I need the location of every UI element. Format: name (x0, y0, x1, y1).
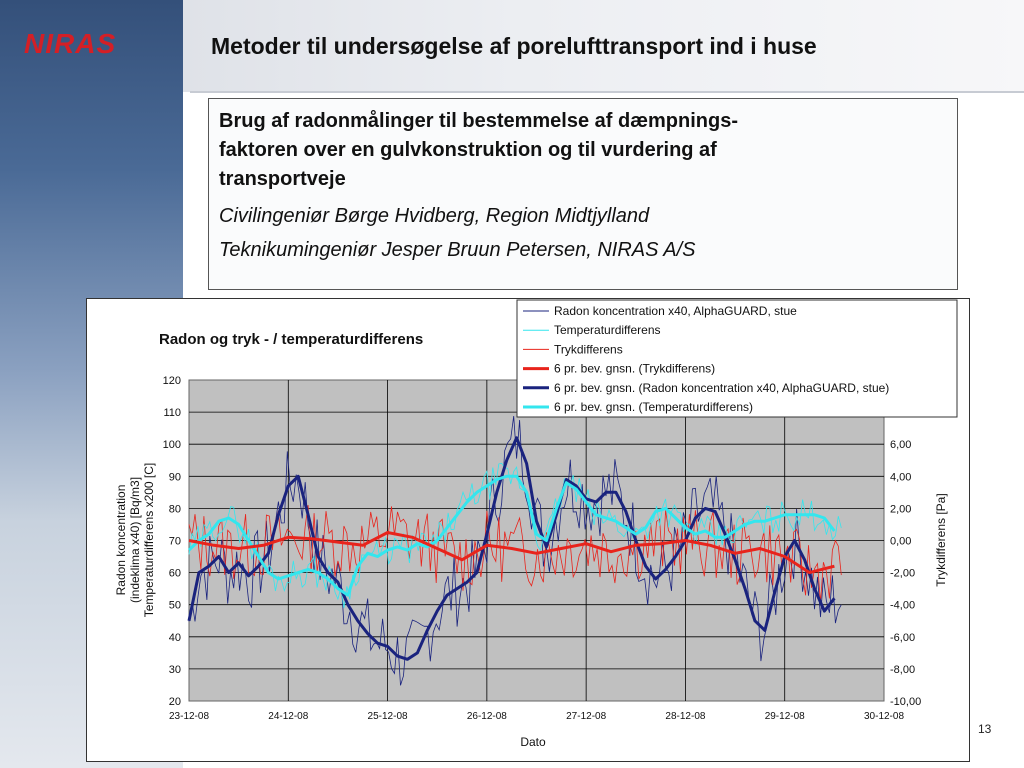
y2-tick-label: 0,00 (890, 535, 912, 548)
y-tick-label: 90 (168, 471, 181, 484)
legend-item-label: 6 pr. bev. gnsn. (Trykdifferens) (554, 361, 716, 376)
x-tick-label: 29-12-08 (764, 711, 805, 722)
info-box (208, 98, 958, 290)
chart-frame (86, 298, 970, 762)
legend-item-label: Trykdifferens (554, 342, 623, 357)
info-heading-line-1: Brug af radonmålinger til bestemmelse af dæmpnings- (219, 110, 738, 132)
x-tick-label: 30-12-08 (863, 711, 905, 722)
legend (517, 300, 957, 417)
y2-axis-label: Trykdifferens [Pa] (934, 493, 948, 587)
legend-item-label: 6 pr. bev. gnsn. (Temperaturdifferens) (554, 400, 753, 414)
y-axis-label (114, 463, 156, 618)
radon-chart (87, 299, 969, 761)
y-axis-label-line-2: (indeklima x40) [Bq/m3] (128, 476, 142, 604)
info-heading-line-3: transportveje (219, 168, 346, 190)
y-tick-label: 80 (168, 503, 181, 516)
y2-axis-ticks (890, 439, 921, 708)
y2-tick-label: 4,00 (890, 471, 912, 484)
y2-tick-label: -6,00 (890, 631, 916, 644)
y2-tick-label: -8,00 (890, 663, 916, 676)
y-axis-label-line-1: Radon koncentration (114, 484, 128, 596)
y-tick-label: 30 (168, 663, 181, 676)
info-heading-line-2: faktoren over en gulvkonstruktion og til vurdering af (219, 139, 717, 161)
y-tick-label: 70 (168, 535, 181, 548)
y-tick-label: 120 (162, 375, 181, 387)
x-tick-label: 28-12-08 (665, 711, 706, 722)
info-author-2: Teknikumingeniør Jesper Bruun Petersen, NIRAS A/S (219, 239, 696, 261)
y-tick-label: 60 (168, 567, 181, 580)
y-axis-ticks (163, 375, 181, 708)
page-number: 13 (978, 722, 992, 736)
legend-item-label: 6 pr. bev. gnsn. (Radon koncentration x40, AlphaGUARD, stue) (554, 380, 890, 395)
x-tick-label: 25-12-08 (367, 711, 408, 722)
y2-tick-label: -10,00 (890, 696, 922, 708)
legend-item-label: Temperaturdifferens (554, 323, 661, 338)
slide-title: Metoder til undersøgelse af porelufttransport ind i huse (211, 33, 817, 59)
x-axis-label: Dato (520, 735, 546, 749)
x-tick-label: 27-12-08 (566, 711, 607, 722)
legend-item-label: Radon koncentration x40, AlphaGUARD, stue (554, 304, 797, 318)
x-tick-label: 24-12-08 (268, 711, 309, 722)
y-tick-label: 50 (168, 599, 181, 612)
niras-logo: NIRAS (24, 28, 117, 59)
y-tick-label: 20 (168, 696, 181, 708)
chart-title: Radon og tryk - / temperaturdifferens (159, 331, 424, 348)
y2-tick-label: 6,00 (890, 439, 912, 452)
y-tick-label: 40 (168, 631, 181, 644)
info-author-1: Civilingeniør Børge Hvidberg, Region Midtjylland (219, 205, 650, 227)
y2-tick-label: -4,00 (890, 599, 916, 612)
x-tick-label: 26-12-08 (466, 711, 507, 722)
x-tick-label: 23-12-08 (168, 711, 210, 722)
header-divider (190, 91, 1024, 93)
y-tick-label: 100 (162, 439, 181, 452)
y2-tick-label: 2,00 (890, 503, 912, 516)
x-axis-ticks (169, 711, 904, 722)
y-tick-label: 110 (163, 407, 181, 420)
y-axis-label-line-3: Temperaturdifferens x200 [C] (142, 462, 156, 618)
y2-tick-label: -2,00 (890, 567, 916, 580)
